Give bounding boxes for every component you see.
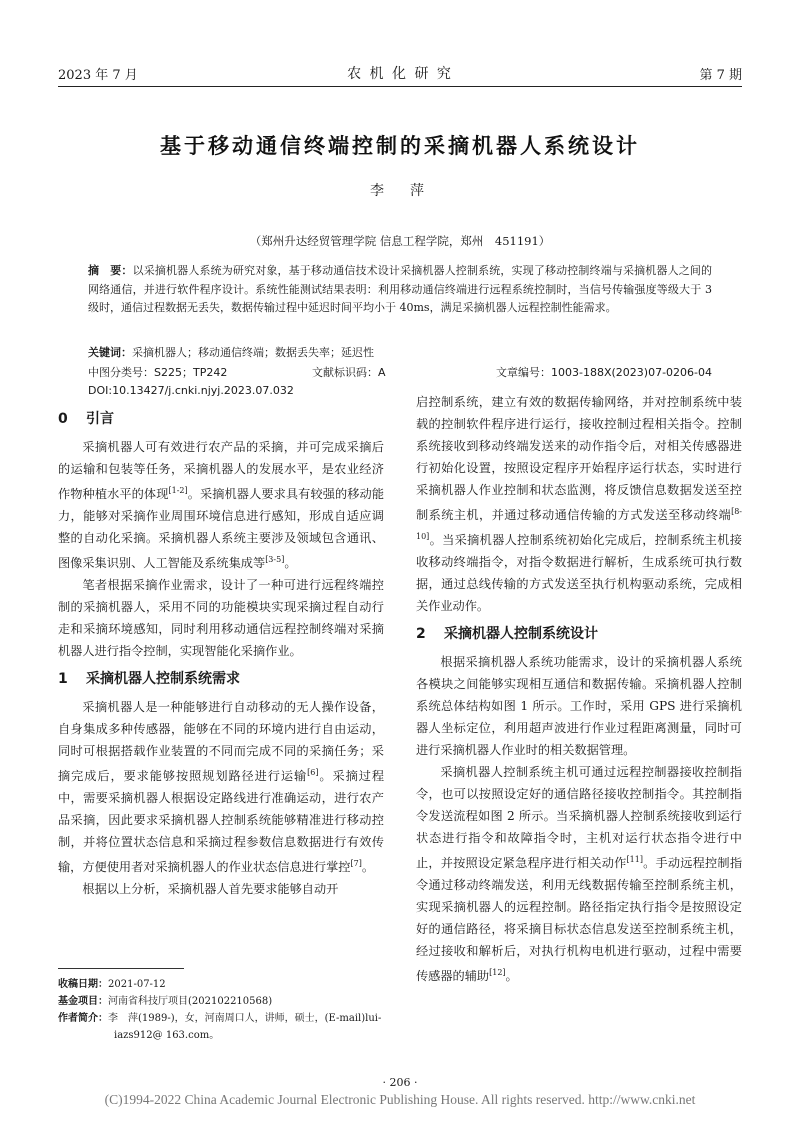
copyright-notice: (C)1994-2022 China Academic Journal Electronic Publishing House. All rights reserved. http://www.cnki.net [104,1092,696,1107]
citation: [1-2] [168,486,188,495]
left-column [58,402,384,900]
header-issue: 第 7 期 [699,67,742,83]
page-number: · 206 · [382,1076,418,1089]
author-bio: 作者简介：李 萍(1989-)，女，河南周口人，讲师，硕士，(E-mail)lui- [58,1013,382,1024]
doi: DOI:10.13427/j.cnki.njyj.2023.07.032 [88,384,294,397]
header-date: 2023 年 7 月 [58,67,138,83]
right-column [416,391,742,987]
received-date: 收稿日期：2021-07-12 [58,979,166,990]
running-header [58,62,742,84]
paragraph: 根据以上分析，采摘机器人首先要求能够自动开 [82,882,339,897]
abstract-text: 以采摘机器人系统为研究对象，基于移动通信技术设计采摘机器人控制系统，实现了移动控制终端与采摘机器人之间的网络通信，并进行软件程序设计。系统性能测试结果表明：利用移动通信终端进行远程系统控制时，当信号传输强度等级大于 3 级时，通信过程数据无丢失，数据传输过程中延迟时间平均小于 40ms，满足采摘机器人远程控制性能需求。 [88,264,713,314]
clc-number: 中图分类号：S225；TP242 [88,366,228,379]
article-number: 文章编号：1003-188X(2023)07-0206-04 [496,366,712,379]
citation: [8-10] [416,507,742,542]
citation: [11] [626,855,643,865]
section-0-heading: 0 引言 [58,411,114,427]
header-rule [58,86,742,87]
paragraph: 根据采摘机器人系统功能需求，设计的采摘机器人系统各模块之间能够实现相互通信和数据传输。采摘机器人控制系统总体结构如图 1 所示。工作时，采用 GPS 进行采摘机器人坐标定位，利用超声波进行作业过程距离测量，同时可进行采摘机器人作业时的相关数据管理。 [416,655,742,758]
paragraph: 采摘机器人是一种能够进行自动移动的无人操作设备，自身集成多种传感器，能够在不同的环境内进行自由运动，同时可根据搭载作业装置的不同而完成不同的采摘任务；采摘完成后，要求能够按照规划路径进行运输[6]。采摘过程中，需要采摘机器人根据设定路线进行准确运动，进行农产品采摘，因此要求采摘机器人控制系统能够精准进行移动控制，并将位置状态信息和采摘过程参数信息数据进行有效传输，方便使用者对采摘机器人的作业状态信息进行掌控[7]。 [58,700,385,875]
paragraph: 采摘机器人可有效进行农产品的采摘，并可完成采摘后的运输和包装等任务，采摘机器人的发展水平，是农业经济作物种植水平的体现[1-2]。采摘机器人要求具有较强的移动能力，能够对采摘作业周围环境信息进行感知，形成自适应调整的自动化采摘。采摘机器人系统主要涉及领域包含通讯、图像采集识别、人工智能及系统集成等[3-5]。 [58,440,385,571]
paragraph: 采摘机器人控制系统主机可通过远程控制器接收控制指令，也可以按照设定好的通信路径接收控制指令。其控制指令发送流程如图 2 所示。当采摘机器人控制系统接收到运行状态进行指令和故障指令时，主机对运行状态指令进行中止，并按照设定紧急程序进行相关动作[11]。手动远程控制指令通过移动终端发送，利用无线数据传输至控制系统主机，实现采摘机器人的远程控制。路径指定执行指令是按照设定好的通信路径，将采摘目标状态信息发送至控制系统主机，经过接收和解析后，对执行机构电机进行驱动，过程中需要传感器的辅助[12]。 [416,765,743,984]
abstract-label: 摘 要： [88,264,133,277]
citation: [3-5] [265,555,285,565]
keywords-label: 关键词： [88,346,132,359]
footnote-rule [58,968,184,969]
paragraph: 启控制系统，建立有效的数据传输网络，并对控制系统中装载的控制软件程序进行运行，接收控制过程相关指令。控制系统接收到移动终端发送来的动作指令后，对相关传感器进行初始化设置，按照设定程序开始程序运行状态，实时进行采摘机器人作业控制和状态监测，将反馈信息数据发送至控制系统主机，并通过移动通信传输的方式发送至移动终端[8-10]。当采摘机器人控制系统初始化完成后，控制系统主机接收移动终端指令，对指令数据进行解析，生成系统可执行数据，通过总线传输的方式发送至执行机构驱动系统，完成相关作业动作。 [416,395,742,614]
citation: [6] [307,768,319,778]
paragraph: 笔者根据采摘作业需求，设计了一种可进行远程终端控制的采摘机器人，采用不同的功能模块实现采摘过程自动行走和采摘环境感知，同时利用移动通信远程控制终端对采摘机器人进行指令控制，实现智能化采摘作业。 [58,578,384,659]
author-name: 李 萍 [370,183,430,199]
affiliation: （郑州升达经贸管理学院 信息工程学院，郑州 451191） [249,234,551,248]
journal-name: 农 机 化 研 究 [347,66,453,82]
abstract [88,262,712,318]
classification-row [88,364,712,380]
citation: [7] [350,859,362,869]
paper-title: 基于移动通信终端控制的采摘机器人系统设计 [160,134,640,158]
document-code: 文献标识码：A [312,366,386,379]
fund-info: 基金项目：河南省科技厅项目(202102210568) [58,996,273,1007]
keywords-text: 采摘机器人；移动通信终端；数据丢失率；延迟性 [132,346,374,359]
citation: [12] [489,968,506,978]
section-1-heading: 1 采摘机器人控制系统需求 [58,671,240,688]
keywords [88,344,712,360]
footnotes [58,976,388,1044]
author-email: iazs912@ 163.com。 [114,1030,220,1041]
section-2-heading: 2 采摘机器人控制系统设计 [416,626,598,643]
